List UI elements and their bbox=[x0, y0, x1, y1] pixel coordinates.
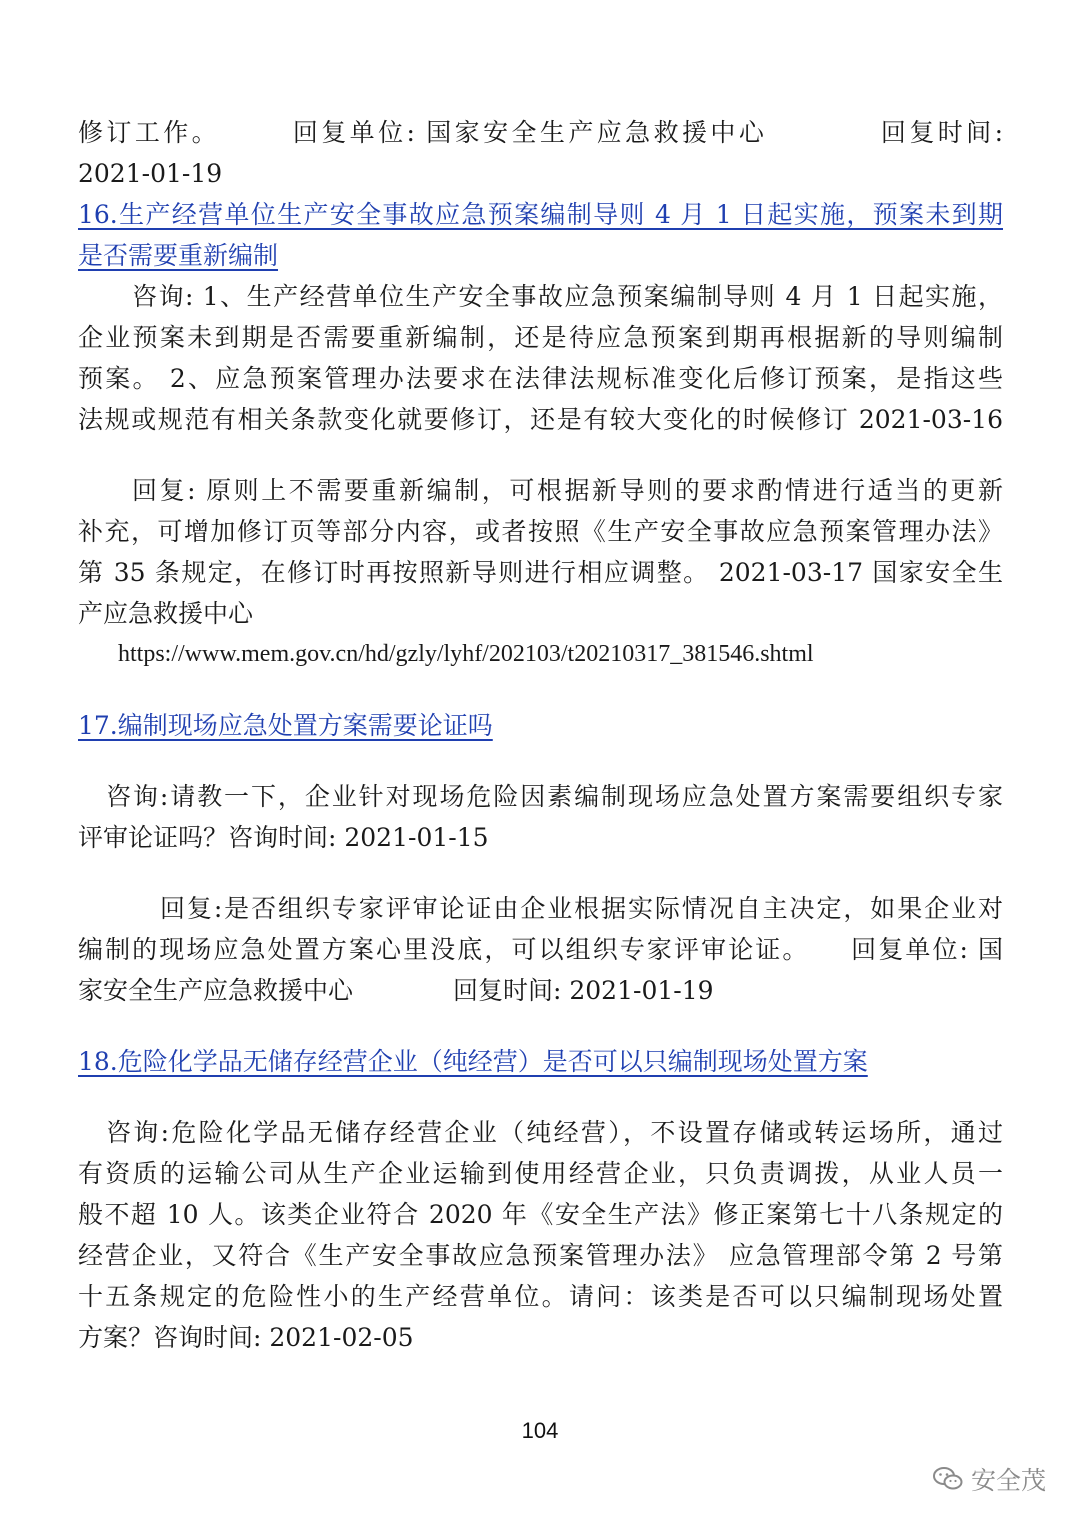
text-line: 第 35 条规定，在修订时再按照新导则进行相应调整。 2021-03-17 国家安全生 bbox=[78, 558, 1003, 587]
wechat-icon bbox=[933, 1466, 963, 1492]
text-line: 修订工作。 回复单位: 国家安全生产应急救援中心 回复时间: bbox=[78, 118, 1003, 147]
spacer bbox=[78, 1082, 1003, 1112]
watermark-label: 安全茂 bbox=[970, 1466, 1046, 1495]
text-line: 预案。 2、应急预案管理办法要求在法律法规标准变化后修订预案，是指这些 bbox=[78, 364, 1003, 393]
spacer bbox=[78, 675, 1003, 705]
heading-17[interactable]: 17.编制现场应急处置方案需要论证吗 bbox=[78, 711, 493, 740]
spacer bbox=[78, 858, 1003, 888]
reply-17: 回复:是否组织专家评审论证由企业根据实际情况自主决定，如果企业对 bbox=[160, 894, 1003, 923]
text-line: 企业预案未到期是否需要重新编制，还是待应急预案到期再根据新的导则编制 bbox=[78, 323, 1003, 352]
text-line: 补充，可增加修订页等部分内容，或者按照《生产安全事故应急预案管理办法》 bbox=[78, 517, 1003, 546]
spacer bbox=[78, 440, 1003, 470]
page-number: 104 bbox=[521, 1418, 559, 1443]
text-line: 评审论证吗？咨询时间: 2021-01-15 bbox=[78, 823, 489, 852]
spacer bbox=[78, 746, 1003, 776]
text-line: 产应急救援中心 bbox=[78, 599, 254, 628]
text-line: 法规或规范有相关条款变化就要修订，还是有较大变化的时候修订 2021-03-16 bbox=[78, 405, 1003, 434]
heading-18[interactable]: 18.危险化学品无储存经营企业（纯经营）是否可以只编制现场处置方案 bbox=[78, 1047, 868, 1076]
text-line: 2021-01-19 bbox=[78, 159, 223, 188]
spacer bbox=[78, 1011, 1003, 1041]
text-line: 般不超 10 人。该类企业符合 2020 年《安全生产法》修正案第七十八条规定的 bbox=[78, 1200, 1003, 1229]
text-line: 编制的现场应急处置方案心里没底，可以组织专家评审论证。 回复单位: 国 bbox=[78, 935, 1003, 964]
heading-16-cont[interactable]: 是否需要重新编制 bbox=[78, 241, 279, 270]
consult-16: 咨询: 1、生产经营单位生产安全事故应急预案编制导则 4 月 1 日起实施， bbox=[132, 282, 1003, 311]
text-line: 经营企业，又符合《生产安全事故应急预案管理办法》 应急管理部令第 2 号第 bbox=[78, 1241, 1003, 1270]
consult-17: 咨询:请教一下，企业针对现场危险因素编制现场应急处置方案需要组织专家 bbox=[106, 782, 1003, 811]
text-line: 家安全生产应急救援中心 回复时间: 2021-01-19 bbox=[78, 976, 714, 1005]
source-url: https://www.mem.gov.cn/hd/gzly/lyhf/202103/t20210317_381546.shtml bbox=[118, 641, 814, 667]
watermark bbox=[933, 1461, 1046, 1497]
text-line: 十五条规定的危险性小的生产经营单位。请问：该类是否可以只编制现场处置 bbox=[78, 1282, 1003, 1311]
heading-16[interactable]: 16.生产经营单位生产安全事故应急预案编制导则 4 月 1 日起实施，预案未到期 bbox=[78, 200, 1003, 229]
text-line: 方案？咨询时间: 2021-02-05 bbox=[78, 1323, 414, 1352]
reply-16: 回复: 原则上不需要重新编制，可根据新导则的要求酌情进行适当的更新 bbox=[132, 476, 1003, 505]
document-page bbox=[78, 112, 1003, 1358]
consult-18: 咨询:危险化学品无储存经营企业（纯经营），不设置存储或转运场所，通过 bbox=[106, 1118, 1003, 1147]
text-line: 有资质的运输公司从生产企业运输到使用经营企业，只负责调拨，从业人员一 bbox=[78, 1159, 1003, 1188]
